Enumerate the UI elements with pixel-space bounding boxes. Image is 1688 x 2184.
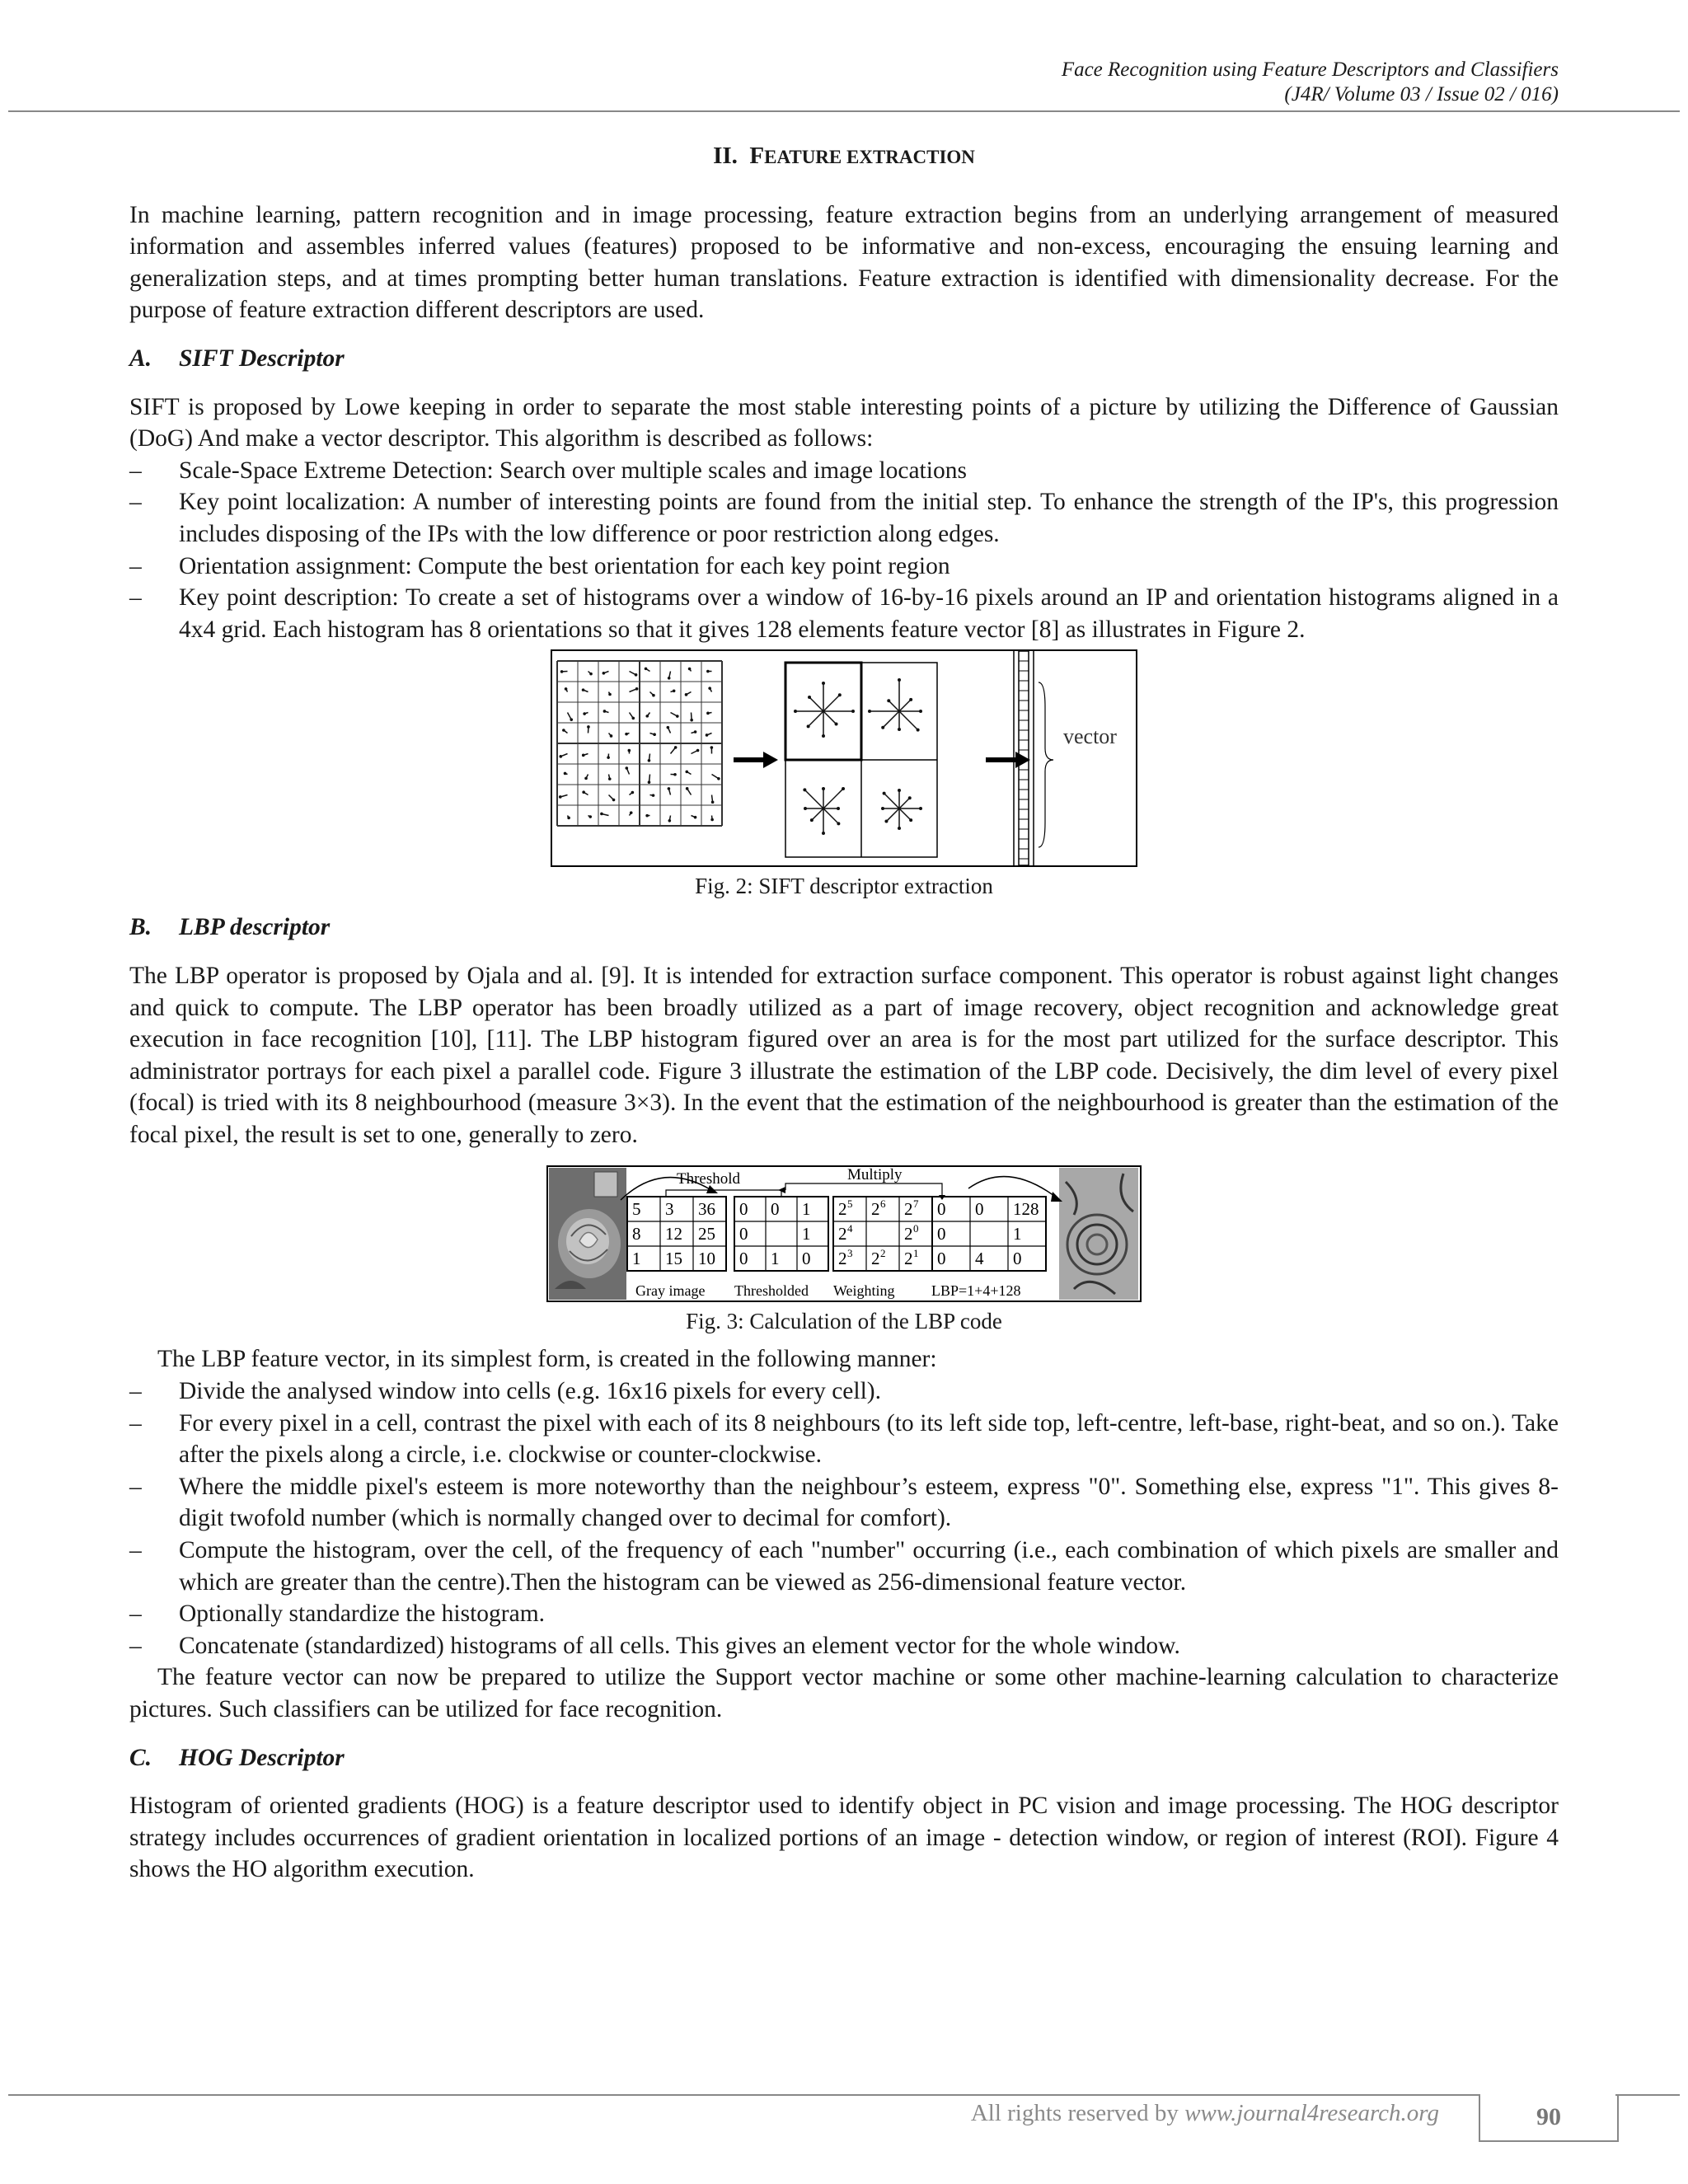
subsection-heading-sift <box>129 343 1559 375</box>
label-gray-image: Gray image <box>635 1282 706 1300</box>
matrix-cell: 0 <box>771 1199 780 1220</box>
header-issue: (J4R/ Volume 03 / Issue 02 / 016) <box>1284 83 1559 105</box>
matrix-cell: 0 <box>937 1249 946 1269</box>
matrix-cell-exponent: 4 <box>847 1222 853 1235</box>
hog-paragraph: Histogram of oriented gradients (HOG) is a feature descriptor used to identify object in PC vision and image processing. The HOG descriptor strategy includes occurrences of gradient orientation in localized portions of an image - detection window, or region of interest (ROI). Figure 4 shows the HO algorithm execution. <box>129 1793 1559 1883</box>
list-item: – Key point description: To create a set of histograms over a window of 16-by-16 pixels around an IP and orientation histograms aligned in a 4x4 grid. Each histogram has 8 orientations so that it gives 128 elements feature vector [8] as illustrates in Figure 2. <box>129 582 1559 645</box>
threshold-label: Threshold <box>677 1170 741 1188</box>
sift-figure <box>551 649 1137 867</box>
page-content <box>129 140 1559 1886</box>
subsection-title: HOG Descriptor <box>179 1744 345 1771</box>
matrix-cell: 2 <box>838 1249 847 1269</box>
list-item: – Where the middle pixel's esteem is more noteworthy than the neighbour’s esteem, express "0". Something else, express "1". This gives 8-digit twofold number (which is normally changed over to decimal for comfort). <box>129 1471 1559 1535</box>
list-item: – For every pixel in a cell, contrast the pixel with each of its 8 neighbours (to its left side top, left-centre, left-base, right-beat, and so on.). Take after the pixels along a circle, i.e. clockwise or counter-clockwise. <box>129 1408 1559 1471</box>
lbp-vector-intro: The LBP feature vector, in its simplest form, is created in the following manner: <box>157 1346 937 1373</box>
lbp-closing: The feature vector can now be prepared to utilize the Support vector machine or some other machine-learning calculation to characterize pictures. Such classifiers can be utilized for face recognition. <box>129 1664 1559 1722</box>
subsection-heading-lbp <box>129 912 1559 944</box>
sift-paragraph: SIFT is proposed by Lowe keeping in order to separate the most stable interesting points of a picture by utilizing the Difference of Gaussian (DoG) And make a vector descriptor. This algorithm is described as follows: <box>129 393 1559 452</box>
matrix-cell: 1 <box>632 1249 641 1269</box>
section-number: II. <box>713 143 738 169</box>
list-item: – Compute the histogram, over the cell, of the frequency of each "number" occurring (i.e., each combination of which pixels are smaller and which are greater than the centre).Then the histogram can be viewed as 256-dimensional feature vector. <box>129 1535 1559 1598</box>
matrix-cell: 2 <box>904 1199 913 1220</box>
matrix-cell: 0 <box>937 1199 946 1220</box>
sift-vector-label: vector <box>1063 724 1117 749</box>
matrix-cell: 1 <box>802 1224 811 1244</box>
section-title-first: F <box>749 143 765 169</box>
lbp-paragraph: The LBP operator is proposed by Ojala and al. [9]. It is intended for extraction surface component. This operator is robust against light changes and quick to compute. The LBP operator has been broadly utilized as a part of image recovery, object recognition and acknowledge great execution in face recognition [10], [11]. The LBP histogram figured over an area is for the most part utilized for the surface descriptor. This administrator portrays for each pixel a parallel code. Figure 3 illustrate the estimation of the LBP code. Decisively, the dim level of every pixel (focal) is tried with its 8 neighbourhood (measure 3×3). In the event that the estimation of the neighbourhood is greater than the estimation of the focal pixel, the result is set to one, generally to zero. <box>129 962 1559 1148</box>
matrix-cell-exponent: 3 <box>847 1247 853 1260</box>
matrix-cell: 128 <box>1013 1199 1039 1220</box>
matrix-cell: 0 <box>739 1249 748 1269</box>
matrix-cell: 2 <box>838 1199 847 1220</box>
subsection-heading-hog <box>129 1742 1559 1774</box>
list-item: – Key point localization: A number of interesting points are found from the initial step. To enhance the strength of the IP's, this progression includes disposing of the IPs with the low difference or poor restriction along edges. <box>129 486 1559 550</box>
matrix-cell: 0 <box>802 1249 811 1269</box>
rose-photo <box>549 1168 626 1300</box>
matrix-cell: 2 <box>871 1249 880 1269</box>
matrix-cell-exponent: 1 <box>913 1247 919 1260</box>
matrix-cell: 25 <box>698 1224 715 1244</box>
matrix-cell: 0 <box>1013 1249 1022 1269</box>
label-weighting: Weighting <box>833 1282 895 1300</box>
subsection-letter: A. <box>129 344 152 372</box>
footer-rule <box>8 2094 1479 2096</box>
page-number: 90 <box>1479 2094 1619 2142</box>
footer-rights <box>971 2100 1439 2127</box>
matrix-cell: 4 <box>975 1249 984 1269</box>
list-item: – Scale-Space Extreme Detection: Search over multiple scales and image locations <box>129 455 1559 487</box>
matrix-cell-exponent: 2 <box>880 1247 886 1260</box>
section-title-rest: EATURE EXTRACTION <box>764 147 975 167</box>
matrix-cell: 2 <box>871 1199 880 1220</box>
footer-rights-text: All rights reserved by <box>970 2100 1179 2126</box>
matrix-cell: 10 <box>698 1249 715 1269</box>
matrix-cell: 0 <box>975 1199 984 1220</box>
running-header <box>1062 58 1559 107</box>
multiply-label: Multiply <box>847 1166 903 1184</box>
matrix-cell: 8 <box>632 1224 641 1244</box>
section-intro: In machine learning, pattern recognition and in image processing, feature extraction begins from an underlying arrangement of measured information and assembles inferred values (features) proposed to be informative and non-excess, encouraging the ensuing learning and generalization steps, and at times prompting better human translations. Feature extraction is identified with dimensionality decrease. For the purpose of feature extraction different descriptors are used. <box>129 201 1559 324</box>
matrix-cell-exponent: 0 <box>913 1222 919 1235</box>
list-item: – Optionally standardize the histogram. <box>129 1598 1559 1630</box>
label-lbp-sum: LBP=1+4+128 <box>931 1282 1021 1300</box>
list-item: – Divide the analysed window into cells (e.g. 16x16 pixels for every cell). <box>129 1376 1559 1408</box>
lbp-figure <box>546 1165 1142 1302</box>
header-title: Face Recognition using Feature Descriptors and Classifiers <box>1061 59 1559 81</box>
matrix-cell: 0 <box>739 1199 748 1220</box>
matrix-cell: 2 <box>904 1249 913 1269</box>
matrix-cell: 0 <box>739 1224 748 1244</box>
lbp-steps-list <box>129 1376 1559 1661</box>
list-item: – Concatenate (standardized) histograms of all cells. This gives an element vector for the whole window. <box>129 1630 1559 1662</box>
matrix-cell: 3 <box>665 1199 674 1220</box>
footer-url: www.journal4research.org <box>1184 2100 1439 2126</box>
label-thresholded: Thresholded <box>734 1282 809 1300</box>
subsection-title: SIFT Descriptor <box>179 344 345 372</box>
matrix-cell-exponent: 5 <box>847 1197 853 1211</box>
matrix-cell: 15 <box>665 1249 682 1269</box>
subsection-title: LBP descriptor <box>179 914 331 941</box>
footer-rule-right <box>1615 2094 1680 2096</box>
header-rule <box>8 110 1680 112</box>
subsection-letter: C. <box>129 1744 152 1771</box>
subsection-letter: B. <box>129 914 152 941</box>
matrix-cell-exponent: 7 <box>913 1197 919 1211</box>
matrix-cell: 36 <box>698 1199 715 1220</box>
matrix-cell: 1 <box>1013 1224 1022 1244</box>
matrix-cell: 1 <box>802 1199 811 1220</box>
figure-3-caption: Fig. 3: Calculation of the LBP code <box>686 1309 1002 1334</box>
sift-steps-list <box>129 455 1559 646</box>
matrix-cell: 2 <box>904 1224 913 1244</box>
matrix-cell: 5 <box>632 1199 641 1220</box>
matrix-cell-exponent: 6 <box>880 1197 886 1211</box>
list-item: – Orientation assignment: Compute the best orientation for each key point region <box>129 551 1559 583</box>
matrix-cell: 1 <box>771 1249 780 1269</box>
matrix-cell: 12 <box>665 1224 682 1244</box>
section-title <box>129 140 1559 174</box>
figure-2-caption: Fig. 2: SIFT descriptor extraction <box>695 874 993 899</box>
lbp-texture-image <box>1059 1168 1138 1300</box>
matrix-cell: 2 <box>838 1224 847 1244</box>
matrix-cell: 0 <box>937 1224 946 1244</box>
